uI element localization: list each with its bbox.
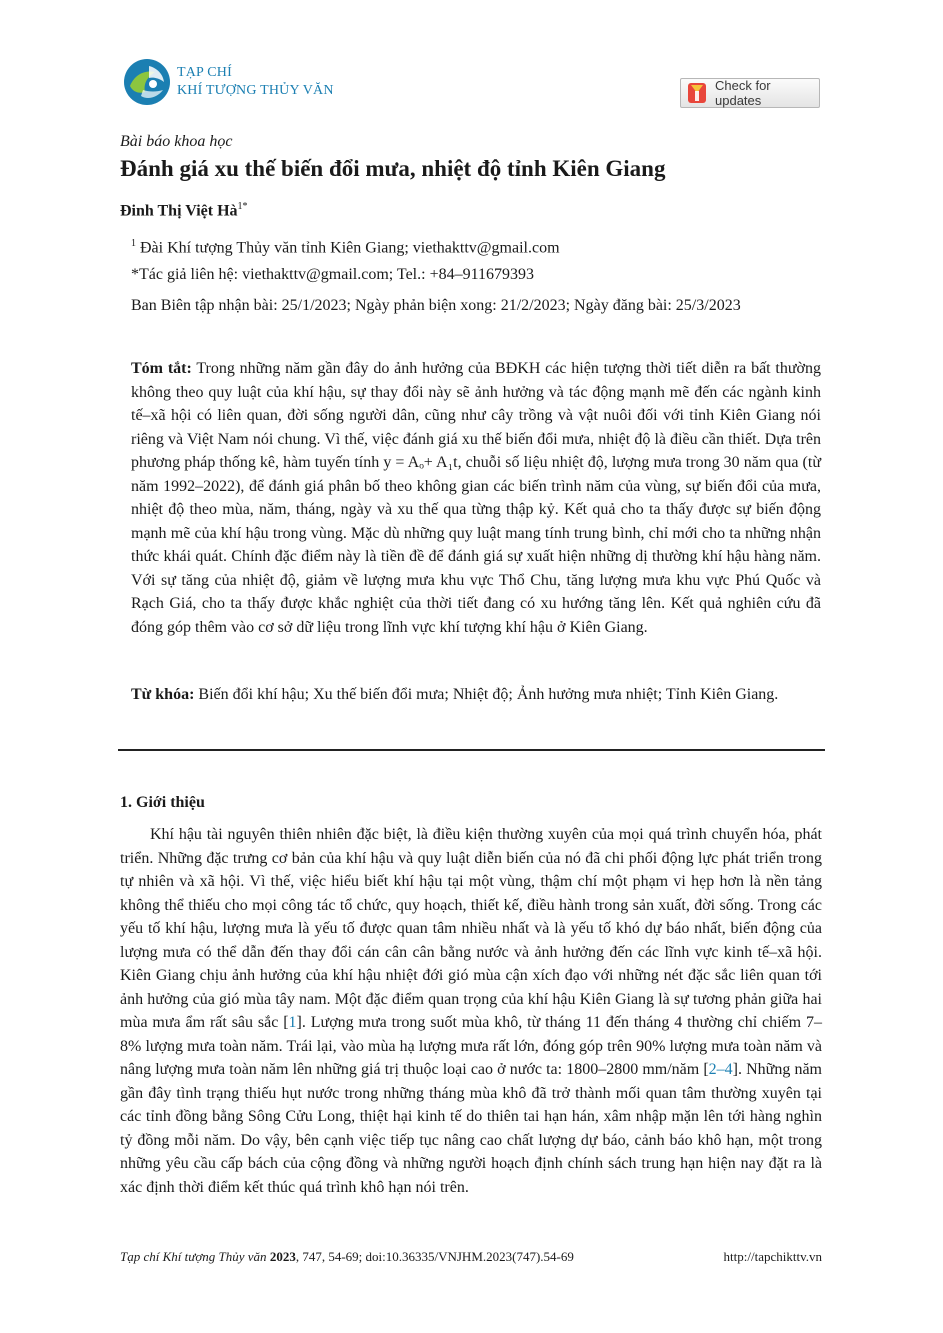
intro-paragraph [120, 823, 822, 1199]
check-for-updates-button[interactable] [680, 78, 820, 108]
affiliation-text: Đài Khí tượng Thủy văn tỉnh Kiên Giang; viethakttv@gmail.com [136, 239, 560, 257]
keywords-text: Biến đổi khí hậu; Xu thế biến đổi mưa; Nhiệt độ; Ảnh hưởng mưa nhiệt; Tỉnh Kiên Giang. [194, 686, 779, 703]
author [120, 201, 248, 220]
affiliation [131, 233, 821, 259]
intro-text-1: Khí hậu tài nguyên thiên nhiên đặc biệt, là điều kiện thường xuyên của mọi quá trình chuyển hóa, phát triển. Những đặc trưng cơ bản của khí hậu và quy luật diễn biến của nó đã chi phối động lực phát triển trong tự nhiên và xã hội. Vì thế, việc hiểu biết khí hậu tại một vùng, thậm chí một phạm vi hẹp hơn là nền tảng không thể thiếu cho mọi công tác tổ chức, quy hoạch, thiết kế, điều hành trong sản xuất, đời sống. Trong các yếu tố khí hậu, lượng mưa là yếu tố được quan tâm nhiều nhất và là yếu tố khó dự báo nhất, biến động của lượng mưa có thể dẫn đến thay đổi cán cân cân bằng nước và ảnh hưởng đến các lĩnh vực kinh tế–xã hội. Kiên Giang chịu ảnh hưởng của khí hậu nhiệt đới gió mùa cận xích đạo với những nét đặc sắc liên quan tới ảnh hưởng của gió mùa tây nam. Một đặc điểm quan trọng của khí hậu Kiên Giang là sự tương phản giữa hai mùa mưa ẩm rất sâu sắc [ [120, 826, 822, 1031]
citation-link[interactable]: 2–4 [708, 1061, 733, 1078]
abstract [131, 357, 821, 639]
section-divider [118, 749, 825, 751]
intro-text-3: ]. Những năm gần đây tình trạng thiếu hụt nước trong những tháng mùa khô đã trở thành mối quan tâm thường xuyên tại các tỉnh đồng bằng Sông Cửu Long, thiệt hại kinh tế do thiên tai hạn hán, xâm nhập mặn lên tới hàng nghìn tỷ đồng mỗi năm. Do vậy, bên cạnh việc tiếp tục nâng cao chất lượng dự báo, cảnh báo khô hạn, một trong những yêu cầu cấp bách của cộng đồng và những người hoạch định chính sách trung hạn hiện nay đặt ra là xác định thời điểm kết thúc quá trình khô hạn nói trên. [120, 1061, 822, 1196]
corresponding-author: *Tác giả liên hệ: viethakttv@gmail.com; Tel.: +84–911679393 [131, 266, 534, 283]
footer-year: 2023 [269, 1249, 296, 1264]
affiliation-mark: 1 [131, 238, 136, 249]
article-title: Đánh giá xu thế biến đổi mưa, nhiệt độ tỉnh Kiên Giang [120, 156, 666, 181]
section-heading: 1. Giới thiệu [120, 794, 205, 811]
check-updates-label: Check for updates [715, 78, 771, 108]
keywords-label: Từ khóa: [131, 686, 195, 703]
submission-dates: Ban Biên tập nhận bài: 25/1/2023; Ngày phản biện xong: 21/2/2023; Ngày đăng bài: 25/3/2023 [131, 297, 741, 314]
abstract-label: Tóm tắt: [131, 360, 192, 377]
author-name: Đinh Thị Việt Hà [120, 202, 238, 220]
article-type: Bài báo khoa học [120, 133, 233, 150]
citation-link[interactable]: 1 [288, 1014, 297, 1031]
journal-name-line2: KHÍ TƯỢNG THỦY VĂN [177, 83, 334, 98]
footer-journal: Tạp chí Khí tượng Thủy văn [120, 1249, 267, 1264]
author-affiliation-mark: 1* [237, 201, 248, 212]
page-footer [120, 1249, 822, 1265]
footer-url[interactable]: http://tapchikttv.vn [723, 1249, 822, 1264]
footer-doi: , 747, 54-69; doi:10.36335/VNJHM.2023(747).54-69 [295, 1249, 574, 1264]
keywords [131, 683, 821, 707]
footer-citation [120, 1249, 574, 1265]
abstract-text: Trong những năm gần đây do ảnh hưởng của BĐKH các hiện tượng thời tiết diễn ra bất thường không theo quy luật của khí hậu, sự thay đổi này sẽ ảnh hưởng và tác động mạnh mẽ đến các ngành kinh tế–xã hội có liên quan, đời sống người dân, cũng như cây trồng và vật nuôi đối với tỉnh Kiên Giang nói riêng và Việt Nam nói chung. Vì thế, việc đánh giá xu thế biến đổi mưa, nhiệt độ là điều cần thiết. Dựa trên phương pháp thống kê, hàm tuyến tính y = Aₒ+ A₁t, chuỗi số liệu nhiệt độ, lượng mưa trong 30 năm qua (từ năm 1992–2022), để đánh giá phân bố theo không gian các biến trình năm của vùng, sự biến đổi của mưa, nhiệt độ theo mùa, năm, tháng, ngày và xu thế qua từng thập kỷ. Kết quả cho ta thấy được sự biến động mạnh mẽ của khí hậu trong vùng. Mặc dù những quy luật mang tính trung bình, chỉ mới cho ta những nhận thức khái quát. Chính đặc điểm này là tiền đề để đánh giá sự xuất hiện những dị thường khí hậu hàng năm. Với sự tăng của nhiệt độ, giảm về lượng mưa khu vực Thổ Chu, tăng lượng mưa khu vực Phú Quốc và Rạch Giá, cho ta thấy được khắc nghiệt của thời tiết đang có xu hướng tăng lên. Kết quả nghiên cứu đã đóng góp thêm vào cơ sở dữ liệu trong lĩnh vực khí tượng khí hậu ở Kiên Giang. [131, 360, 821, 636]
journal-name [177, 64, 334, 100]
intro-text-2: ]. Lượng mưa trong suốt mùa khô, từ tháng 11 đến tháng 4 thường chỉ chiếm 7–8% lượng mưa toàn năm. Trái lại, vào mùa hạ lượng mưa rất lớn, đóng góp trên 90% lượng mưa toàn năm và nâng lượng mưa toàn năm lên những giá trị thuộc loại cao ở nước ta: 1800–2800 mm/năm [ [120, 1014, 822, 1078]
check-updates-icon [685, 81, 709, 105]
journal-logo [121, 56, 173, 108]
journal-name-line1: TẠP CHÍ [177, 65, 232, 80]
